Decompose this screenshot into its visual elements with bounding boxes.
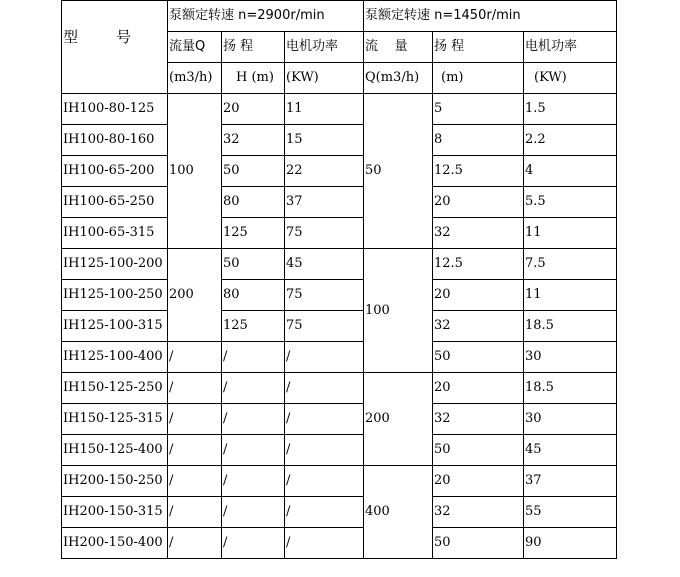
head-1450-cell: 20 <box>433 373 524 404</box>
model-cell: IH125-100-400 <box>62 342 168 373</box>
model-header <box>62 1 168 94</box>
head-2900-cell: 50 <box>222 156 285 187</box>
head-2900-cell: 125 <box>222 311 285 342</box>
power-2900-cell: 45 <box>285 249 364 280</box>
model-cell: IH200-150-250 <box>62 466 168 497</box>
head-1450-cell: 8 <box>433 125 524 156</box>
head-1450-cell: 32 <box>433 497 524 528</box>
table-row <box>62 187 617 218</box>
power-1450-cell: 55 <box>524 497 617 528</box>
flow-1450-cell: 50 <box>364 94 433 249</box>
head-1450-cell: 32 <box>433 218 524 249</box>
head-1450-cell: 12.5 <box>433 156 524 187</box>
power-1450-cell: 7.5 <box>524 249 617 280</box>
head-1450-header-line1: 扬 程 <box>434 39 465 54</box>
head-2900-cell: / <box>222 528 285 559</box>
power-1450-cell: 30 <box>524 404 617 435</box>
power-2900-cell: / <box>285 373 364 404</box>
power-1450-cell: 37 <box>524 466 617 497</box>
power-1450-cell: 11 <box>524 280 617 311</box>
head-2900-cell: / <box>222 435 285 466</box>
power-2900-cell: / <box>285 404 364 435</box>
flow-2900-cell: / <box>168 528 222 559</box>
head-2900-cell: / <box>222 497 285 528</box>
model-cell: IH100-65-315 <box>62 218 168 249</box>
power-1450-cell: 18.5 <box>524 373 617 404</box>
head-2900-cell: 80 <box>222 280 285 311</box>
power-2900-cell: 11 <box>285 94 364 125</box>
head-2900-cell: / <box>222 373 285 404</box>
head-1450-cell: 5 <box>433 94 524 125</box>
flow-2900-cell: / <box>168 404 222 435</box>
table-row <box>62 528 617 559</box>
table-row <box>62 280 617 311</box>
head-1450-cell: 32 <box>433 311 524 342</box>
flow-2900-cell: / <box>168 373 222 404</box>
head-1450-cell: 32 <box>433 404 524 435</box>
table-row <box>62 156 617 187</box>
power-2900-cell: / <box>285 528 364 559</box>
table-row <box>62 218 617 249</box>
power-2900-cell: 75 <box>285 280 364 311</box>
power-1450-cell: 18.5 <box>524 311 617 342</box>
table-row <box>62 94 617 125</box>
power-2900-cell: / <box>285 342 364 373</box>
power-2900-cell: 75 <box>285 311 364 342</box>
table-row <box>62 435 617 466</box>
model-cell: IH150-125-400 <box>62 435 168 466</box>
flow-2900-cell: 100 <box>168 94 222 249</box>
head-2900-cell: 125 <box>222 218 285 249</box>
model-cell: IH100-65-250 <box>62 187 168 218</box>
power-1450-cell: 5.5 <box>524 187 617 218</box>
power-1450-cell: 90 <box>524 528 617 559</box>
power-2900-header-line1: 电机功率 <box>286 39 339 54</box>
model-cell: IH125-100-315 <box>62 311 168 342</box>
head-2900-unit: H (m) <box>222 63 285 94</box>
head-2900-cell: 20 <box>222 94 285 125</box>
flow-2900-cell: 200 <box>168 249 222 342</box>
header-row-1 <box>62 1 617 32</box>
power-1450-cell: 30 <box>524 342 617 373</box>
power-2900-cell: 37 <box>285 187 364 218</box>
table-row <box>62 466 617 497</box>
flow-2900-header <box>168 32 222 63</box>
group-header-1450: 泵额定转速 n=1450r/min <box>364 1 617 32</box>
table-row <box>62 404 617 435</box>
head-1450-cell: 50 <box>433 435 524 466</box>
head-1450-cell: 50 <box>433 342 524 373</box>
model-cell: IH150-125-250 <box>62 373 168 404</box>
table-row <box>62 125 617 156</box>
head-1450-cell: 20 <box>433 187 524 218</box>
power-2900-cell: 75 <box>285 218 364 249</box>
model-header-char-1: 型 <box>63 28 79 46</box>
flow-1450-cell: 100 <box>364 249 433 373</box>
power-1450-cell: 11 <box>524 218 617 249</box>
head-2900-cell: / <box>222 466 285 497</box>
power-1450-cell: 45 <box>524 435 617 466</box>
power-2900-cell: / <box>285 497 364 528</box>
head-1450-cell: 50 <box>433 528 524 559</box>
head-2900-cell: / <box>222 342 285 373</box>
power-1450-header <box>524 32 617 63</box>
head-1450-cell: 12.5 <box>433 249 524 280</box>
table-row <box>62 249 617 280</box>
power-1450-cell: 2.2 <box>524 125 617 156</box>
model-cell: IH100-65-200 <box>62 156 168 187</box>
group-header-2900: 泵额定转速 n=2900r/min <box>168 1 364 32</box>
power-1450-cell: 4 <box>524 156 617 187</box>
model-cell: IH100-80-160 <box>62 125 168 156</box>
model-cell: IH100-80-125 <box>62 94 168 125</box>
flow-2900-cell: / <box>168 466 222 497</box>
pump-spec-table <box>61 0 617 559</box>
flow-2900-unit: (m3/h) <box>168 63 222 94</box>
head-1450-cell: 20 <box>433 466 524 497</box>
model-cell: IH200-150-315 <box>62 497 168 528</box>
table-row <box>62 373 617 404</box>
table-row <box>62 342 617 373</box>
power-2900-header <box>285 32 364 63</box>
head-2900-cell: 32 <box>222 125 285 156</box>
head-2900-header-line1: 扬 程 <box>223 39 254 54</box>
model-cell: IH125-100-200 <box>62 249 168 280</box>
head-1450-cell: 20 <box>433 280 524 311</box>
flow-1450-unit: Q(m3/h) <box>364 63 433 94</box>
flow-2900-header-line1: 流量Q <box>169 39 206 54</box>
power-1450-header-line1: 电机功率 <box>525 39 578 54</box>
flow-2900-cell: / <box>168 342 222 373</box>
model-header-char-2: 号 <box>116 28 132 46</box>
model-cell: IH125-100-250 <box>62 280 168 311</box>
table-row <box>62 497 617 528</box>
head-2900-cell: 80 <box>222 187 285 218</box>
head-1450-header <box>433 32 524 63</box>
power-2900-cell: 15 <box>285 125 364 156</box>
model-cell: IH200-150-400 <box>62 528 168 559</box>
flow-1450-cell: 200 <box>364 373 433 466</box>
flow-2900-cell: / <box>168 435 222 466</box>
head-2900-header <box>222 32 285 63</box>
power-1450-cell: 1.5 <box>524 94 617 125</box>
power-2900-cell: / <box>285 435 364 466</box>
power-2900-cell: / <box>285 466 364 497</box>
head-2900-cell: 50 <box>222 249 285 280</box>
table-row <box>62 311 617 342</box>
power-1450-unit: (KW) <box>524 63 617 94</box>
flow-2900-cell: / <box>168 497 222 528</box>
head-1450-unit: (m) <box>433 63 524 94</box>
head-2900-cell: / <box>222 404 285 435</box>
model-cell: IH150-125-315 <box>62 404 168 435</box>
power-2900-unit: (KW) <box>285 63 364 94</box>
power-2900-cell: 22 <box>285 156 364 187</box>
flow-1450-cell: 400 <box>364 466 433 559</box>
flow-1450-header <box>364 32 433 63</box>
flow-1450-header-line1: 流 量 <box>365 39 408 54</box>
